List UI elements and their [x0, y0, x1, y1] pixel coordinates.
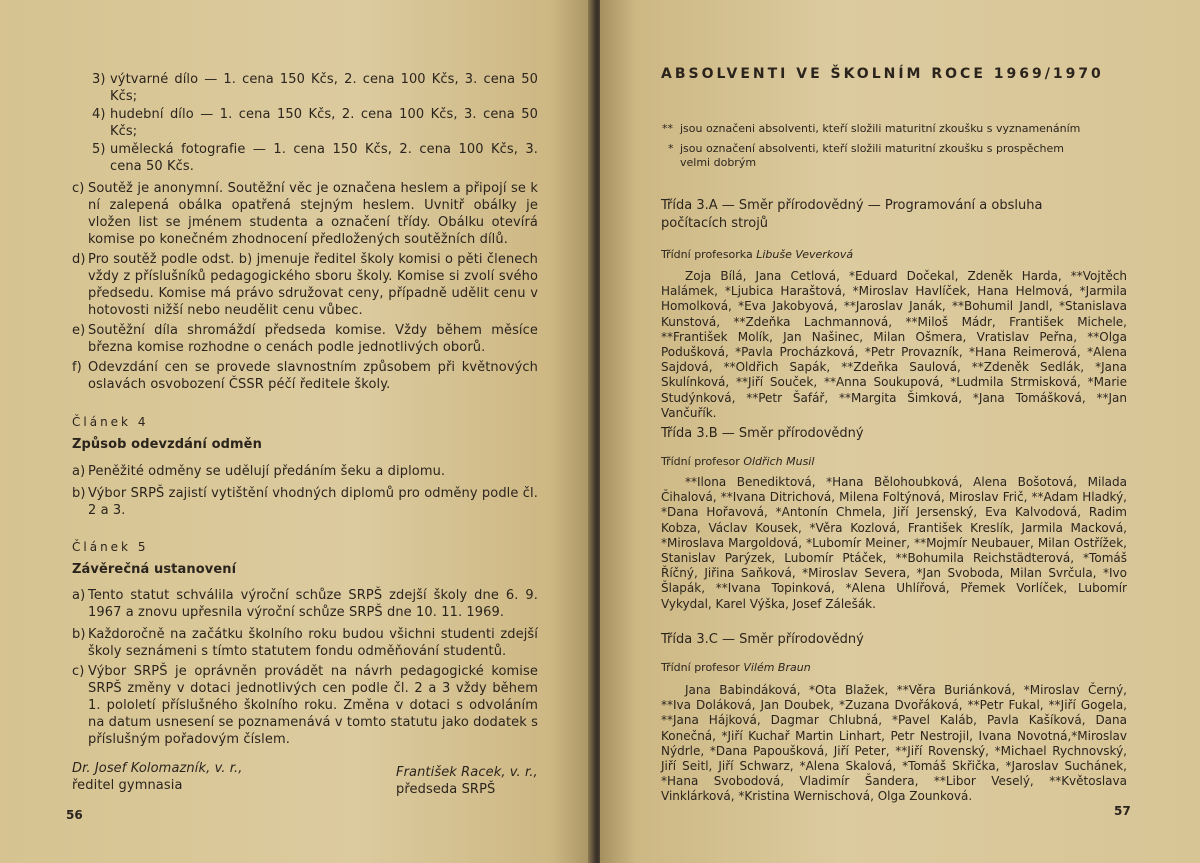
article-5-title: Závěrečná ustanovení: [72, 562, 237, 577]
article-5-item-c: c) Výbor SRPŠ je oprávněn provádět na návrh pedagogické komise SRPŠ změny v dotaci jednotlivých cen podle čl. 2 a 3 vždy během 1. pololetí příslušného školního roku. Změna v dotaci s odvoláním na datum usnesení se poznamenává v tomto statutu jako dodatek s příslušným pořadovým číslem.: [72, 664, 538, 747]
legend-single-star: * jsou označení absolventi, kteří složili maturitní zkoušku s prospěchem velmi dobrým: [668, 142, 1064, 169]
paragraph-c: c) Soutěž je anonymní. Soutěžní věc je označena heslem a připojí se k ní zalepená obálka opatřená stejným heslem. Uvnitř obálky je vložen list se jménem studenta a označení třídy. Obálku otevírá komise po konečném zhodnocení předložených soutěžních dílů.: [72, 181, 538, 247]
article-5-item-b: b) Každoročně na začátku školního roku budou všichni studenti zdejší školy seznámeni s tímto statutem fondu odměňování studentů.: [72, 627, 538, 659]
article-5-heading: Článek 5: [72, 540, 149, 554]
signature-2-name: František Racek, v. r.,: [396, 765, 538, 780]
article-4-item-b: b) Výbor SRPŠ zajistí vytištění vhodných diplomů pro odměny podle čl. 2 a 3.: [72, 486, 538, 518]
page-number-left: 56: [66, 808, 83, 822]
class-3b-students: **Ilona Benediktová, *Hana Bělohoubková, Alena Bošotová, Milada Čihalová, **Ivana Ditrichová, Milena Foltýnová, Miroslav Frič, **Adam Hladký, *Dana Hořavová, *Antonín Chmela, Jiří Jersenský, Eva Kalvodová, Radim Kobza, Václav Kousek, *Věra Kozlová, František Kreslík, Jarmila Macková, *Miroslava Margoldová, *Lubomír Meiner, **Mojmír Neubauer, Milan Ostřížek, Stanislav Parýzek, Lubomír Ptáček, **Bohumila Reichstädterová, *Tomáš Říčný, Jiřina Saňková, *Miroslav Severa, *Jan Svoboda, Milan Svrčula, *Ivo Šlapák, **Ivana Topinková, *Alena Uhlířová, Přemek Vorlíček, Lubomír Vykydal, Karel Výška, Josef Zálešák.: [661, 475, 1127, 611]
class-3c-teacher: Třídní profesor Vilém Braun: [661, 661, 811, 674]
paragraph-d: d) Pro soutěž podle odst. b) jmenuje ředitel školy komisi o pěti členech vždy z příslušníků pedagogického sboru školy. Komise si zvolí svého předsedu. Komise má právo sdružovat ceny, případně udělit cenu v hotovosti nižší nebo neudělit cenu vůbec.: [72, 252, 538, 318]
class-3b-teacher: Třídní profesor Oldřich Musil: [661, 455, 815, 468]
class-3a-students: Zoja Bílá, Jana Cetlová, *Eduard Dočekal, Zdeněk Harda, **Vojtěch Halámek, *Ljubica Haraštová, *Miroslav Havlíček, Hana Helmová, *Jarmila Homolková, *Eva Jakobyová, **Jaroslav Janák, **Bohumil Jandl, *Stanislava Kunstová, **Zdeňka Lachmannová, **Miloš Mádr, František Michele, **František Molík, Jan Našinec, Milan Ošmera, Vratislav Peřna, **Olga Podušková, *Pavla Procházková, *Petr Provazník, *Hana Reimerová, *Alena Sajdová, **Oldřich Sapák, **Zdeňka Saulová, **Zdeněk Sedlák, *Jana Skulínková, **Jiří Souček, **Anna Soukupová, *Ludmila Strmisková, *Marie Studýnková, **Petr Šafář, **Margita Šimková, *Jana Tomášková, **Jan Vančuřík.: [661, 269, 1127, 420]
right-page: [600, 0, 1200, 863]
class-3a-title: Třída 3.A — Směr přírodovědný — Programování a obsluha počítacích strojů: [661, 198, 1043, 231]
prize-item-3: 3) výtvarné dílo — 1. cena 150 Kčs, 2. cena 100 Kčs, 3. cena 50 Kčs;: [92, 72, 538, 104]
article-4-title: Způsob odevzdání odměn: [72, 437, 262, 452]
right-page-title: ABSOLVENTI VE ŠKOLNÍM ROCE 1969/1970: [661, 66, 1104, 82]
class-3c-title: Třída 3.C — Směr přírodovědný: [661, 632, 864, 647]
left-page: [0, 0, 593, 863]
article-4-heading: Článek 4: [72, 415, 149, 429]
signature-1-role: ředitel gymnasia: [72, 778, 183, 793]
article-4-item-a: a) Peněžité odměny se udělují předáním šeku a diplomu.: [72, 464, 446, 479]
signature-1-name: Dr. Josef Kolomazník, v. r.,: [72, 761, 243, 776]
paragraph-e: e) Soutěžní díla shromáždí předseda komise. Vždy během měsíce března komise rozhodne o cenách podle jednotlivých oborů.: [72, 323, 538, 355]
class-3b-title: Třída 3.B — Směr přírodovědný: [661, 426, 864, 441]
prize-item-4: 4) hudební dílo — 1. cena 150 Kčs, 2. cena 100 Kčs, 3. cena 50 Kčs;: [92, 107, 538, 139]
paragraph-f: f) Odevzdání cen se provede slavnostním způsobem při květnových oslavách osvobození ČSSR péčí ředitele školy.: [72, 360, 538, 392]
article-5-item-a: a) Tento statut schválila výroční schůze SRPŠ zdejší školy dne 6. 9. 1967 a znovu upřesnila výroční schůze SRPŠ dne 10. 11. 1969.: [72, 588, 538, 620]
page-number-right: 57: [1114, 804, 1131, 818]
class-3c-students: Jana Babindáková, *Ota Blažek, **Věra Buriánková, *Miroslav Černý, **Iva Doláková, Jan Doubek, *Zuzana Dvořáková, **Petr Fukal, **Jiří Gogela, **Jana Hájková, Dagmar Chlubná, *Pavel Kaláb, Pavla Kašíková, Dana Konečná, *Jiří Kuchař Martin Linhart, Petr Nestrojil, Ivana Novotná,*Miroslav Nýdrle, *Dana Papoušková, Jiří Peter, **Jiří Rovenský, *Michael Rychnovský, Jiří Seitl, Jiří Schwarz, *Alena Skalová, *Tomáš Skřička, *Jaroslav Suchánek, *Hana Svobodová, Vladimír Šandera, **Libor Veselý, **Květoslava Vinklárková, *Kristina Wernischová, Olga Zounková.: [661, 683, 1127, 804]
class-3a-teacher: Třídní profesorka Libuše Veverková: [661, 248, 854, 261]
legend-double-star: ** jsou označeni absolventi, kteří složili maturitní zkoušku s vyznamenáním: [662, 122, 1081, 135]
prize-item-5: 5) umělecká fotografie — 1. cena 150 Kčs, 2. cena 100 Kčs, 3. cena 50 Kčs.: [92, 142, 538, 174]
signature-2-role: předseda SRPŠ: [396, 782, 496, 797]
